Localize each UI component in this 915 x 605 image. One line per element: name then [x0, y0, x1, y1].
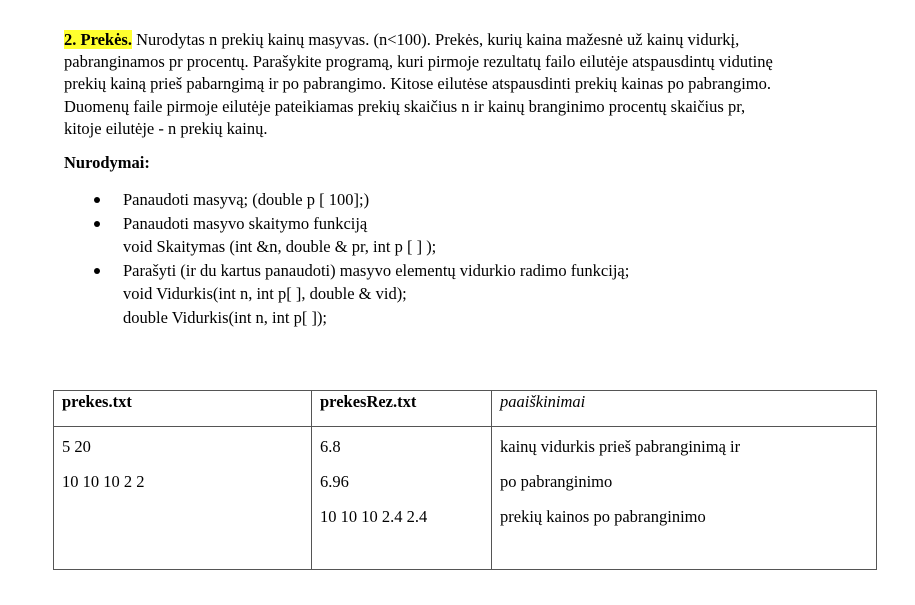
list-item-line: Parašyti (ir du kartus panaudoti) masyvo elementų vidurkio radimo funkciją;: [123, 260, 630, 280]
problem-title: 2. Prekės.: [64, 30, 132, 49]
problem-statement: [64, 29, 864, 140]
list-item-line: Panaudoti masyvo skaitymo funkciją: [123, 213, 368, 233]
bullet-icon: [94, 268, 100, 274]
table-header-row: [54, 391, 877, 427]
header-input-file: prekes.txt: [54, 391, 312, 427]
cell-line: 5 20: [62, 437, 91, 456]
table-row: [54, 427, 877, 570]
cell-line: 10 10 10 2.4 2.4: [320, 507, 428, 526]
list-item: [0, 188, 915, 212]
list-item-line: Panaudoti masyvą; (double p [ 100];): [123, 190, 370, 209]
problem-line-5: kitoje eilutėje - n prekių kainų.: [64, 118, 268, 138]
explanations-cell: [492, 427, 877, 570]
cell-line: po pabranginimo: [500, 472, 613, 491]
header-explanations: paaiškinimai: [492, 391, 877, 427]
problem-line-3: prekių kainą prieš pabarngimą ir po pabrangimo. Kitose eilutėse atspausdinti prekių kainas po pabrangimo.: [64, 74, 772, 94]
cell-line: kainų vidurkis prieš pabranginimą ir: [500, 437, 741, 456]
cell-line: 6.8: [320, 437, 341, 456]
problem-line-4: Duomenų faile pirmoje eilutėje pateikiamas prekių skaičius n ir kainų branginimo procentų skaičius pr,: [64, 96, 746, 116]
bullet-icon: [94, 221, 100, 227]
list-item-line: double Vidurkis(int n, int p[ ]);: [123, 307, 328, 327]
example-table: [53, 390, 877, 570]
problem-line-2: pabranginamos pr procentų. Parašykite programą, kuri pirmoje rezultatų failo eilutėje atspausdintų vidutinę: [64, 52, 773, 72]
header-result-file: prekesRez.txt: [312, 391, 492, 427]
bullet-icon: [94, 197, 100, 203]
cell-line: prekių kainos po pabranginimo: [500, 507, 706, 526]
input-file-cell: [54, 427, 312, 570]
list-item-line: void Vidurkis(int n, int p[ ], double & vid);: [123, 284, 407, 303]
problem-line-1: 2. Prekės. Nurodytas n prekių kainų masyvas. (n<100). Prekės, kurių kaina mažesnė už kainų vidurkį,: [64, 30, 740, 49]
instructions-heading: Nurodymai:: [64, 153, 150, 172]
cell-line: 10 10 10 2 2: [62, 472, 145, 491]
result-file-cell: [312, 427, 492, 570]
list-item: [0, 259, 915, 330]
cell-line: 6.96: [320, 472, 349, 491]
list-item: [0, 212, 915, 259]
list-item-line: void Skaitymas (int &n, double & pr, int p [ ] );: [123, 237, 437, 256]
instructions-list: [0, 188, 915, 329]
